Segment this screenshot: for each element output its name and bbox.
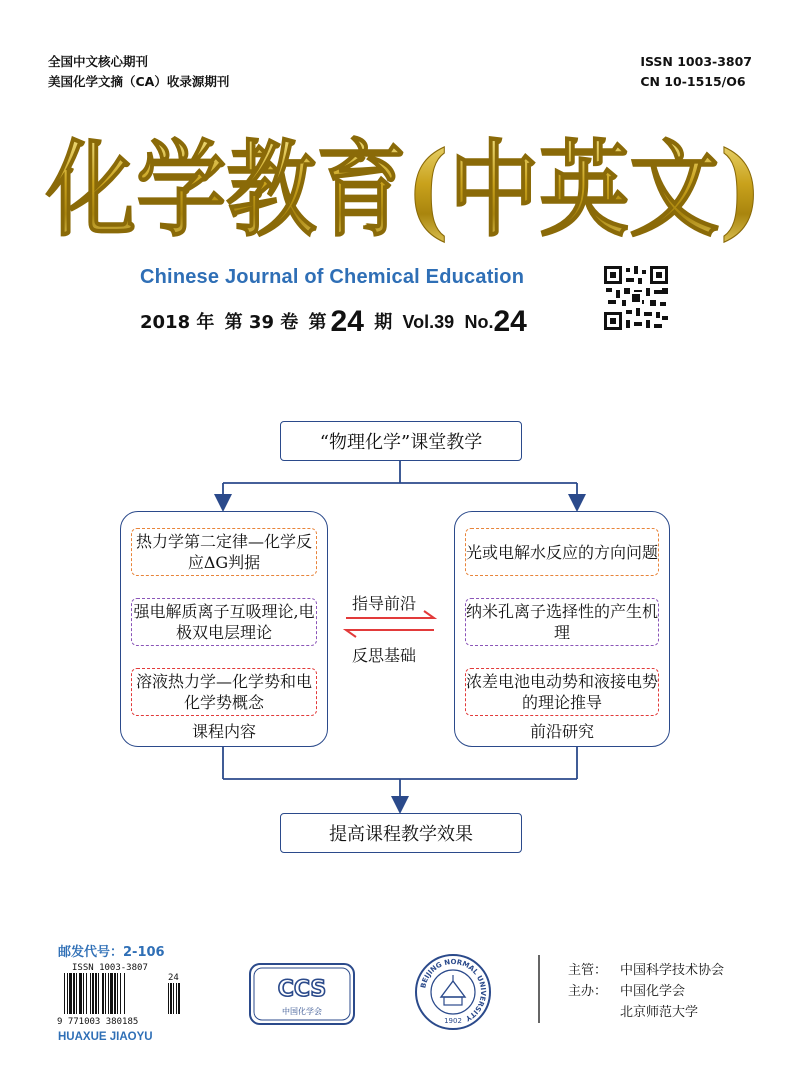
issue-no-number-en: 24 bbox=[493, 305, 527, 338]
panel-caption-course: 课程内容 bbox=[191, 722, 256, 741]
bnu-logo-year: 1902 bbox=[444, 1017, 462, 1025]
course-item-thermodynamics: 热力学第二定律—化学反应ΔG判据 bbox=[131, 528, 317, 576]
sponsors-block bbox=[568, 960, 724, 1023]
sponsor-label bbox=[568, 1002, 620, 1023]
top-box-classroom-teaching: “物理化学”课堂教学 bbox=[280, 421, 522, 461]
course-item-electrolyte: 强电解质离子互吸理论,电极双电层理论 bbox=[131, 598, 317, 646]
english-title: Chinese Journal of Chemical Education bbox=[140, 266, 525, 288]
ccs-logo-caption: 中国化学会 bbox=[282, 1007, 322, 1016]
sponsor-value: 北京师范大学 bbox=[620, 1005, 699, 1020]
arrow-label-reflect-basics: 反思基础 bbox=[352, 646, 417, 665]
barcode-addon: 24 bbox=[168, 973, 179, 983]
cn-label: CN 10-1515/O6 bbox=[640, 74, 746, 89]
issue-prefix-cn: 第 bbox=[308, 312, 327, 333]
issue-number-cn: 24 bbox=[330, 305, 364, 338]
barcode-icon bbox=[56, 960, 192, 1044]
frontier-item-concentration-cell: 浓差电池电动势和液接电势的理论推导 bbox=[465, 668, 659, 716]
bottom-box-teaching-effect: 提高课程教学效果 bbox=[280, 813, 522, 853]
qr-code-icon bbox=[604, 266, 668, 330]
sponsor-value: 中国化学会 bbox=[620, 984, 686, 999]
footer-divider bbox=[538, 955, 540, 1023]
sponsor-row bbox=[568, 960, 724, 981]
sponsor-row bbox=[568, 1002, 724, 1023]
issue-volume-cn: 第 39 卷 bbox=[224, 312, 299, 333]
issue-vol-en: Vol.39 bbox=[402, 312, 455, 332]
arrow-label-guide-frontier: 指导前沿 bbox=[352, 594, 417, 613]
frontier-item-nanopore: 纳米孔离子选择性的产生机理 bbox=[465, 598, 659, 646]
issue-suffix-cn: 期 bbox=[374, 312, 393, 333]
panel-course-content bbox=[120, 511, 328, 747]
ccs-logo-icon bbox=[248, 962, 356, 1026]
header-right bbox=[640, 52, 752, 92]
frontier-item-water-splitting: 光或电解水反应的方向问题 bbox=[465, 528, 659, 576]
masthead-title bbox=[46, 108, 766, 258]
sponsor-label: 主管： bbox=[568, 963, 608, 978]
sponsor-value: 中国科学技术协会 bbox=[620, 963, 725, 978]
issn-label: ISSN 1003-3807 bbox=[640, 54, 752, 69]
issue-no-prefix-en: No. bbox=[464, 312, 494, 332]
barcode-number: 9 771003 380185 bbox=[57, 1017, 139, 1027]
header-left bbox=[48, 52, 229, 92]
concept-diagram bbox=[90, 405, 710, 875]
postal-code: 邮发代号：2-106 bbox=[58, 945, 165, 960]
sponsor-row bbox=[568, 981, 724, 1002]
barcode-issn: ISSN 1003-3807 bbox=[72, 963, 148, 973]
panel-frontier-research bbox=[454, 511, 670, 747]
panel-caption-frontier: 前沿研究 bbox=[529, 722, 594, 741]
core-journal-label: 全国中文核心期刊 bbox=[48, 54, 149, 69]
masthead-title-text: 化学教育(中英文) bbox=[45, 128, 763, 251]
course-item-solution: 溶液热力学—化学势和电化学势概念 bbox=[131, 668, 317, 716]
issue-line bbox=[140, 305, 531, 339]
sponsor-label: 主办： bbox=[568, 984, 608, 999]
ccs-logo-letters: CCS bbox=[277, 977, 327, 1002]
ca-index-label: 美国化学文摘（CA）收录源期刊 bbox=[48, 74, 230, 89]
pinyin-title: HUAXUE JIAOYU bbox=[58, 1031, 153, 1043]
issue-year: 2018 年 bbox=[140, 312, 215, 333]
bnu-logo-text: BEIJING NORMAL UNIVERSITY bbox=[419, 957, 488, 1023]
bnu-logo-icon bbox=[414, 953, 492, 1031]
